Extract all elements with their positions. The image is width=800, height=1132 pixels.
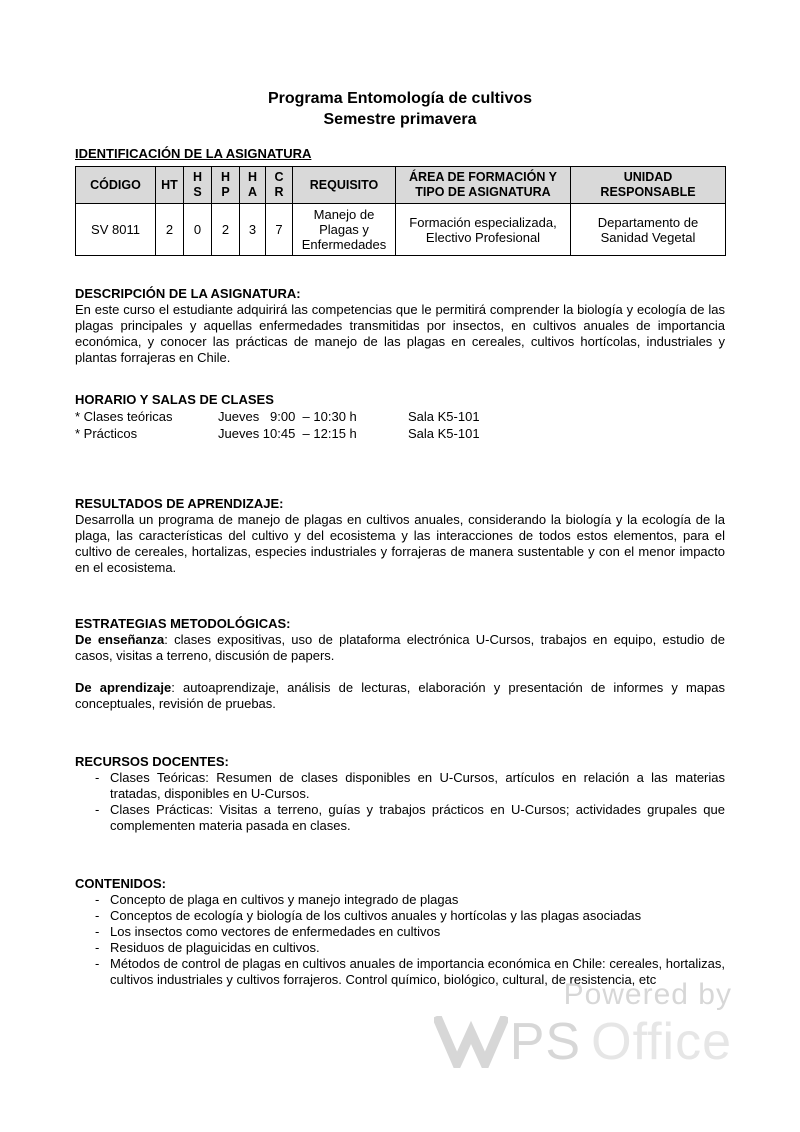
paragraph-descripcion: En este curso el estudiante adquirirá las competencias que le permitirá comprender la biología y ecología de las plagas principales y aquellas enfermedades transmitidas por insectos, en cultivos anuales de importancia económica, y conocer las prácticas de manejo de las plagas en cereales, cultivos hortícolas, industriales y plantas forrajeras en Chile. (75, 302, 725, 365)
wps-w-logo-icon (434, 1016, 508, 1068)
list-item (75, 924, 725, 940)
horario-room: Sala K5-101 (408, 426, 480, 441)
list-item-text: Clases Prácticas: Visitas a terreno, guías y trabajos prácticos en U-Cursos; actividades grupales que complementen materia pasada en clases. (110, 802, 725, 833)
asignatura-table (75, 166, 726, 256)
list-bullet: - (95, 940, 100, 955)
section-heading-identificacion: IDENTIFICACIÓN DE LA ASIGNATURA (75, 146, 312, 161)
paragraph-ensenanza (75, 632, 725, 664)
watermark-brand-ps: PS (509, 1013, 582, 1071)
cell-ha: 3 (240, 204, 266, 256)
section-heading-contenidos: CONTENIDOS: (75, 876, 166, 891)
horario-label: * Prácticos (75, 426, 138, 441)
table-header-row (76, 167, 726, 204)
document-title (75, 88, 725, 130)
contenidos-list (75, 892, 725, 988)
paragraph-aprendizaje (75, 680, 725, 712)
cell-cr: 7 (266, 204, 293, 256)
list-item-text: Residuos de plaguicidas en cultivos. (110, 940, 320, 955)
col-header-ht: HT (156, 167, 184, 204)
watermark-brand-office: Office (591, 1013, 732, 1071)
list-bullet: - (95, 924, 100, 939)
recursos-list (75, 770, 725, 834)
horario-schedule: Jueves 10:45 – 12:15 h (218, 426, 357, 441)
list-bullet: - (95, 908, 100, 923)
list-item-text: Concepto de plaga en cultivos y manejo integrado de plagas (110, 892, 459, 907)
list-item (75, 892, 725, 908)
list-bullet: - (95, 802, 100, 817)
cell-area: Formación especializada, Electivo Profesional (396, 204, 571, 256)
aprendizaje-label: De aprendizaje (75, 680, 172, 695)
cell-hs: 0 (184, 204, 212, 256)
paragraph-resultados: Desarrolla un programa de manejo de plagas en cultivos anuales, considerando la biología y la ecología de la plaga, las características del cultivo y del ecosistema y las interacciones de todos estos elementos, para el cultivo de cereales, hortalizas, especies industriales y forrajeras de manera sustentable y con el menor impacto en el ecosistema. (75, 512, 725, 575)
col-header-unidad: UNIDAD RESPONSABLE (571, 167, 726, 204)
col-header-hp: HP (212, 167, 240, 204)
document-title-line2: Semestre primavera (323, 111, 477, 128)
watermark-powered-by: Powered by (563, 978, 732, 1011)
col-header-area: ÁREA DE FORMACIÓN Y TIPO DE ASIGNATURA (396, 167, 571, 204)
horario-row-practicos (75, 425, 725, 442)
horario-label: * Clases teóricas (75, 409, 173, 424)
horario-rows (75, 408, 725, 442)
list-item (75, 940, 725, 956)
list-item-text: Conceptos de ecología y biología de los cultivos anuales y hortícolas y las plagas asociadas (110, 908, 642, 923)
section-heading-descripcion: DESCRIPCIÓN DE LA ASIGNATURA: (75, 286, 301, 301)
list-item-text: Los insectos como vectores de enfermedades en cultivos (110, 924, 441, 939)
horario-schedule: Jueves 9:00 – 10:30 h (218, 409, 357, 424)
col-header-ha: HA (240, 167, 266, 204)
document-title-line1: Programa Entomología de cultivos (267, 90, 533, 107)
col-header-codigo: CÓDIGO (76, 167, 156, 204)
list-item-text: Métodos de control de plagas en cultivos anuales de importancia económica en Chile: cereales, hortalizas, cultivos industriales y cultivos forrajeros. Control químico, biológico, cultural, de resistencia, etc (110, 956, 725, 987)
col-header-requisito: REQUISITO (293, 167, 396, 204)
cell-requisito: Manejo de Plagas y Enfermedades (293, 204, 396, 256)
horario-room: Sala K5-101 (408, 409, 480, 424)
wps-watermark (434, 978, 732, 1070)
list-item (75, 908, 725, 924)
list-item (75, 802, 725, 834)
list-item (75, 770, 725, 802)
list-item-text: Clases Teóricas: Resumen de clases disponibles en U-Cursos, artículos en relación a las materias tratadas, disponibles en U-Cursos. (110, 770, 725, 801)
section-heading-horario: HORARIO Y SALAS DE CLASES (75, 392, 274, 407)
list-bullet: - (95, 770, 100, 785)
list-bullet: - (95, 892, 100, 907)
cell-unidad: Departamento de Sanidad Vegetal (571, 204, 726, 256)
table-row (76, 204, 726, 256)
section-heading-estrategias: ESTRATEGIAS METODOLÓGICAS: (75, 616, 291, 631)
ensenanza-text: : clases expositivas, uso de plataforma electrónica U-Cursos, trabajos en equipo, estudio de casos, visitas a terreno, discusión de papers. (75, 632, 725, 663)
horario-row-teoricas (75, 408, 725, 425)
col-header-hs: HS (184, 167, 212, 204)
aprendizaje-text: : autoaprendizaje, análisis de lecturas, elaboración y presentación de informes y mapas conceptuales, revisión de pruebas. (75, 680, 725, 711)
ensenanza-label: De enseñanza (75, 632, 165, 647)
watermark-brand (434, 1014, 732, 1070)
list-bullet: - (95, 956, 100, 971)
col-header-cr: CR (266, 167, 293, 204)
cell-hp: 2 (212, 204, 240, 256)
section-heading-recursos: RECURSOS DOCENTES: (75, 754, 229, 769)
cell-ht: 2 (156, 204, 184, 256)
cell-codigo: SV 8011 (76, 204, 156, 256)
section-heading-resultados: RESULTADOS DE APRENDIZAJE: (75, 496, 284, 511)
